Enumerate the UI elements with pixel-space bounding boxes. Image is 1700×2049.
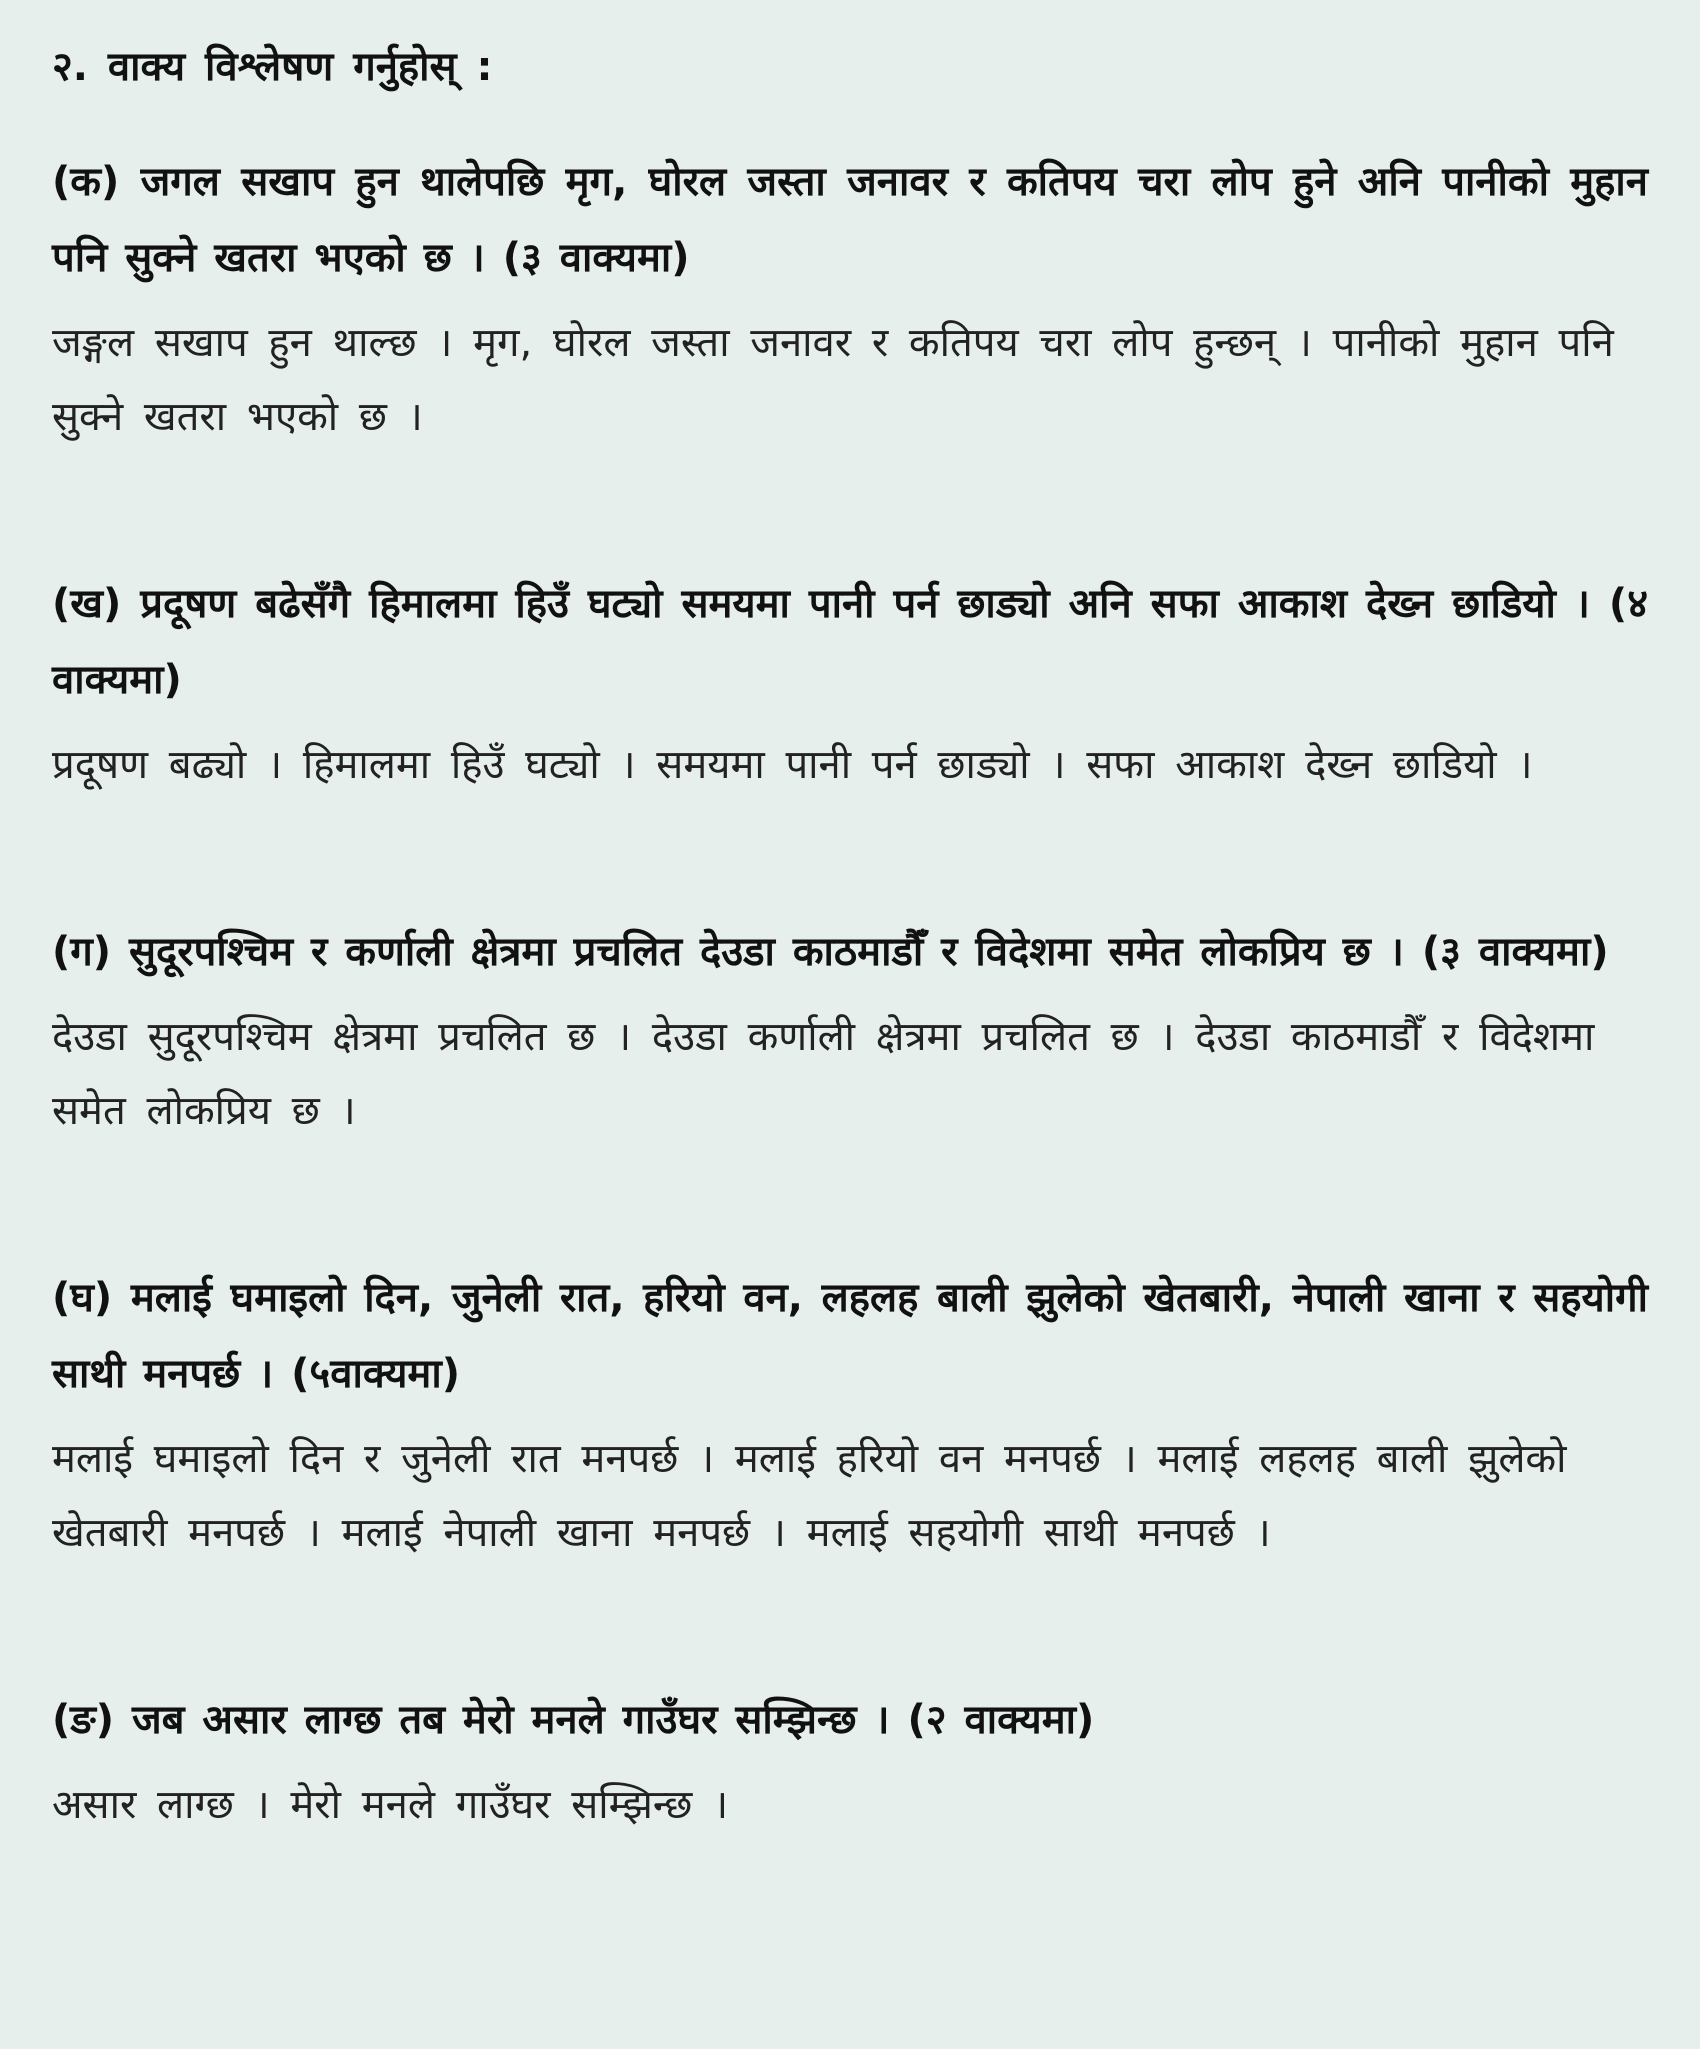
exercise-item-nga bbox=[52, 1682, 1648, 1842]
question-ka: (क) जगल सखाप हुन थालेपछि मृग, घोरल जस्ता जनावर र कतिपय चरा लोप हुने अनि पानीको मुहान पनि सुक्ने खतरा भएको छ । (३ वाक्यमा) bbox=[52, 159, 1648, 281]
answer-gha: मलाई घमाइलो दिन र जुनेली रात मनपर्छ । मलाई हरियो वन मनपर्छ । मलाई लहलह बाली झुलेको खेतबारी मनपर्छ । मलाई नेपाली खाना मनपर्छ । मलाई सहयोगी साथी मनपर्छ । bbox=[52, 1436, 1567, 1556]
question-nga: (ङ) जब असार लाग्छ तब मेरो मनले गाउँघर सम्झिन्छ । (२ वाक्यमा) bbox=[52, 1697, 1095, 1743]
question-kha: (ख) प्रदूषण बढेसँगै हिमालमा हिउँ घट्यो समयमा पानी पर्न छाड्यो अनि सफा आकाश देख्न छाडियो । (४ वाक्यमा) bbox=[52, 581, 1648, 703]
exercise-item-kha bbox=[52, 566, 1648, 802]
answer-ga: देउडा सुदूरपश्चिम क्षेत्रमा प्रचलित छ । देउडा कर्णाली क्षेत्रमा प्रचलित छ । देउडा काठमाडौँ र विदेशमा समेत लोकप्रिय छ । bbox=[52, 1014, 1595, 1134]
question-ga: (ग) सुदूरपश्चिम र कर्णाली क्षेत्रमा प्रचलित देउडा काठमाडौँ र विदेशमा समेत लोकप्रिय छ । (३ वाक्यमा) bbox=[52, 929, 1609, 975]
answer-ka: जङ्गल सखाप हुन थाल्छ । मृग, घोरल जस्ता जनावर र कतिपय चरा लोप हुन्छन् । पानीको मुहान पनि सुक्ने खतरा भएको छ । bbox=[52, 320, 1614, 440]
exercise-heading: २. वाक्य विश्लेषण गर्नुहोस् : bbox=[52, 44, 493, 90]
question-gha: (घ) मलाई घमाइलो दिन, जुनेली रात, हरियो वन, लहलह बाली झुलेको खेतबारी, नेपाली खाना र सहयोगी साथी मनपर्छ । (५वाक्यमा) bbox=[52, 1275, 1648, 1397]
answer-nga: असार लाग्छ । मेरो मनले गाउँघर सम्झिन्छ । bbox=[52, 1782, 729, 1828]
exercise-item-gha bbox=[52, 1260, 1648, 1570]
answer-kha: प्रदूषण बढ्यो । हिमालमा हिउँ घट्यो । समयमा पानी पर्न छाड्यो । सफा आकाश देख्न छाडियो । bbox=[52, 742, 1533, 788]
exercise-item-ga bbox=[52, 914, 1648, 1148]
exercise-item-ka bbox=[52, 144, 1648, 454]
